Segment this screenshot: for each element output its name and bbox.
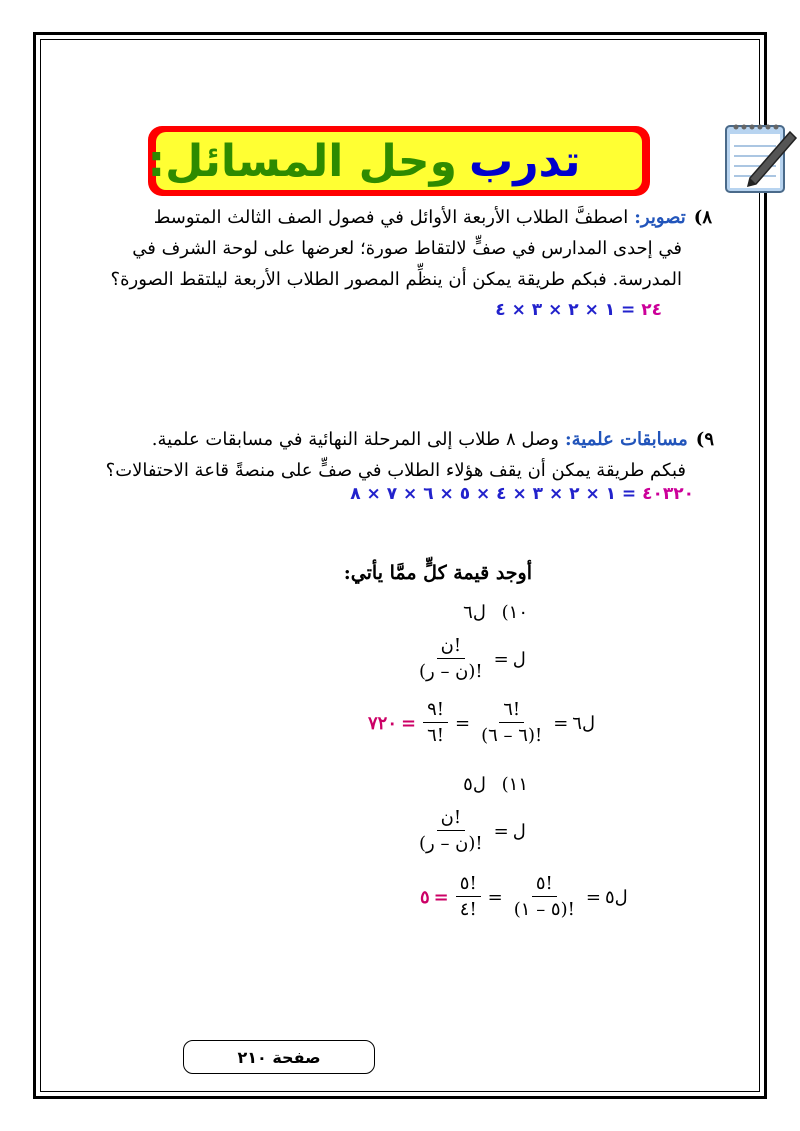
title-part1: تدرب [468, 135, 581, 187]
problem-8-answer: ٢٤ = ١ × ٢ × ٣ × ٤ [495, 300, 662, 320]
fraction-denominator: (٥ – ١)! [513, 899, 575, 920]
fraction-numerator: ٥! [456, 872, 481, 897]
formula-fraction [415, 806, 487, 857]
answer-expression: ١ × ٢ × ٣ × ٤ [495, 300, 616, 320]
fraction-numerator: ٥! [532, 872, 557, 897]
notepad-pencil-icon [716, 118, 800, 196]
problem-text: اصطفَّ الطلاب الأربعة الأوائل في فصول الصف الثالث المتوسط [153, 207, 629, 228]
calc-fraction-1 [510, 872, 579, 923]
formula-fraction [415, 634, 487, 685]
problem-9-answer: ٤٠٣٢٠ = ١ × ٢ × ٣ × ٤ × ٥ × ٦ × ٧ × ٨ [350, 484, 694, 504]
exercise-number: ١١) [501, 774, 528, 795]
fraction-numerator: ن! [437, 806, 465, 831]
answer-result: ٢٤ [641, 300, 662, 320]
title-banner [148, 126, 650, 196]
page-number-box [183, 1040, 375, 1074]
calc-fraction-1 [477, 698, 546, 749]
section-heading: أوجد قيمة كلٍّ ممَّا يأتي: [343, 562, 532, 584]
problem-keyword: تصوير: [634, 207, 686, 228]
problem-9-line-1 [106, 424, 714, 455]
exercise-10-formula: $\frac{\text{ن!}}{\text{(ن – ر)!}}$ = ل [412, 634, 526, 685]
result-value: ٧٢٠ [368, 713, 398, 734]
fraction-denominator: (٦ – ٦)! [481, 725, 543, 746]
answer-result: ٤٠٣٢٠ [642, 484, 694, 504]
exercise-10-calculation: ٧٢٠ = $\frac{٩!}{٦!}$ = $\frac{٦!}{(٦ - ٦)!}$ = ل٦ [368, 698, 595, 749]
problem-8-line-1 [111, 202, 712, 233]
exercise-expression: ل٦ [463, 602, 486, 623]
calc-lhs: ل٦ [572, 713, 596, 734]
fraction-numerator: ٩! [423, 698, 448, 723]
exercise-number: ١٠) [501, 602, 528, 623]
problem-text: وصل ٨ طلاب إلى المرحلة النهائية في مسابقات علمية. [151, 429, 559, 450]
formula-lhs: ل [512, 821, 526, 842]
answer-expression: ١ × ٢ × ٣ × ٤ × ٥ × ٦ × ٧ × ٨ [350, 484, 617, 504]
result-value: ٥ [420, 887, 430, 908]
problem-8-line-3: المدرسة. فبكم طريقة يمكن أن ينظِّم المصور الطلاب الأربعة ليلتقط الصورة؟ [110, 269, 682, 290]
fraction-numerator: ٦! [499, 698, 524, 723]
calc-fraction-2 [423, 698, 448, 749]
problem-8 [111, 202, 712, 295]
problem-9-line-2: فبكم طريقة يمكن أن يقف هؤلاء الطلاب في صفٍّ على منصةً قاعة الاحتفالات؟ [105, 460, 686, 481]
title-part2: وحل المسائل: [147, 135, 457, 187]
problem-number: ٨) [693, 207, 712, 228]
fraction-denominator: ٤! [459, 899, 477, 920]
problem-number: ٩) [695, 429, 714, 450]
problem-9 [106, 424, 714, 486]
problem-keyword: مسابقات علمية: [564, 429, 688, 450]
exercise-11-label [463, 774, 528, 795]
page-title [147, 132, 581, 190]
page-number: صفحة ٢١٠ [237, 1047, 321, 1067]
exercise-10-label [463, 602, 528, 623]
problem-8-line-2: في إحدى المدارس في صفٍّ لالتقاط صورة؛ لعرضها على لوحة الشرف في [132, 238, 682, 259]
fraction-denominator: (ن – ر)! [419, 661, 483, 682]
fraction-denominator: (ن – ر)! [419, 833, 483, 854]
fraction-denominator: ٦! [427, 725, 445, 746]
title-banner-fill [147, 132, 642, 190]
exercise-expression: ل٥ [463, 774, 486, 795]
exercise-11-formula: $\frac{\text{ن!}}{\text{(ن – ر)!}}$ = ل [412, 806, 526, 857]
exercise-11-calculation: ٥ = $\frac{٥!}{٤!}$ = $\frac{٥!}{(٥ - ١)!}$ = ل٥ [420, 872, 628, 923]
calc-lhs: ل٥ [604, 887, 628, 908]
fraction-numerator: ن! [437, 634, 465, 659]
calc-fraction-2 [456, 872, 481, 923]
formula-lhs: ل [512, 649, 526, 670]
